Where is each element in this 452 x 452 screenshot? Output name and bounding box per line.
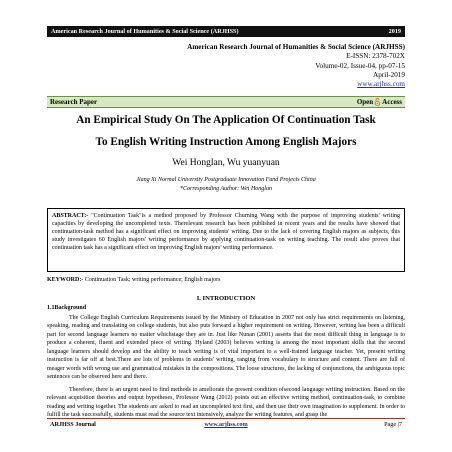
journal-url-link[interactable]: www.arjhss.com	[357, 80, 405, 89]
journal-date: April-2019	[373, 70, 405, 79]
authors: Wei Honglan, Wu yuanyuan	[172, 158, 280, 168]
paper-type-bar	[47, 96, 405, 108]
subsection-heading-background: 1.1Background	[47, 305, 87, 311]
footer-url-link[interactable]: www.arjhss.com	[204, 421, 248, 428]
journal-header-bar	[47, 26, 405, 37]
open-access-lock-icon	[374, 98, 381, 106]
paragraph-2	[47, 386, 405, 420]
keywords-label: KEYWORD:-	[47, 277, 84, 283]
abstract-label: ABSTRACT:-	[52, 213, 89, 219]
paragraph-1-text: The College English Curriculum Requirements issued by the Ministry of Education in 2007 not only has strict requirements on listening, speaking, reading and translating on college students, but also puts forward a higher requirement on writing. However, writing has been a difficult part for second language learners no matter whichstage they are in. Just like Nunan (2001) asserts that the most difficult thing in language is to produce a coherent, fluent and extended piece of writing. Hyland (2003) believes writing is among the most important skills that the second language learners should develop and the ability to teach writing is of vital important to a well-trained language teacher. Yet, present writing instruction is far off at best.There are lots of problems in students' writing, ranging from vocabulary to structure and content. There are full of meager words with wrong use and grammatical mistakes in the compositions. The loose structures, the lacking of conjunctions, the ambiguous topic sentences can be observed here and there.	[47, 315, 405, 381]
header-year: 2019	[388, 28, 401, 35]
keywords	[47, 277, 405, 283]
page-footer	[47, 418, 405, 428]
abstract-text: "Continuation Task"is a method proposed by Professor Churning Wang with the purpose of improving students' writing capacities by developing the uncompleted texts. Therelevant research has been published in recent years and the results have showed that continuation-task method has a significant effect on improving students' writing. Due to the lack of covering English majors as subjects, this study investigates 60 English majors' writing performance by applying continuation-task on writing teaching. The result also proves that continuation task has a significant effect on improving English majors' writing performance.	[52, 213, 400, 251]
journal-title: American Research Journal of Humanities & Social Science (ARJHSS)	[187, 43, 405, 51]
footer-page-number: Page |7	[384, 421, 402, 428]
header-journal-name: American Research Journal of Humanities & Social Science (ARJHSS)	[51, 28, 239, 35]
access-label: Access	[382, 98, 402, 106]
paper-type: Research Paper	[50, 98, 98, 106]
affiliation: Jiang Xi Normal University Postgraduate Innovation Fund Projects China	[136, 177, 316, 183]
paragraph-1	[47, 314, 405, 382]
keywords-text: Continuation Task; writing performance; English majors	[83, 277, 221, 283]
open-access-label: Open	[356, 98, 374, 106]
paragraph-2-text: Therefore, there is an urgent need to find methods to ameliorate the present condition ofsecond language writing instruction. Based on the relevant acquisition theories and output hypotheses, Professor Wang (2012) points out an effective writing method, continuation-task, to combine reading and writing together. The students are asked to read an uncompleted text first, and then use their own imagination to supplement. In order to fulfill the task successfully, students must read the source text intensively, analyze the writing features, and grasp the	[47, 387, 405, 419]
article-title-line-1: An Empirical Study On The Application Of Continuation Task	[76, 114, 376, 126]
abstract-box	[47, 208, 405, 272]
open-access-badge	[357, 97, 402, 107]
journal-issn: E-ISSN: 2378-702X	[346, 52, 405, 61]
article-title-line-2: To English Writing Instruction Among English Majors	[95, 136, 357, 148]
footer-journal: ARJHSS Journal	[50, 421, 96, 428]
journal-info	[187, 43, 405, 89]
section-heading-introduction: I. INTRODUCTION	[196, 295, 256, 302]
journal-volume-issue: Volume-02, Issue-04, pp-07-15	[315, 61, 405, 70]
corresponding-author: *Corresponding Author: Wei Honglan	[180, 186, 272, 192]
